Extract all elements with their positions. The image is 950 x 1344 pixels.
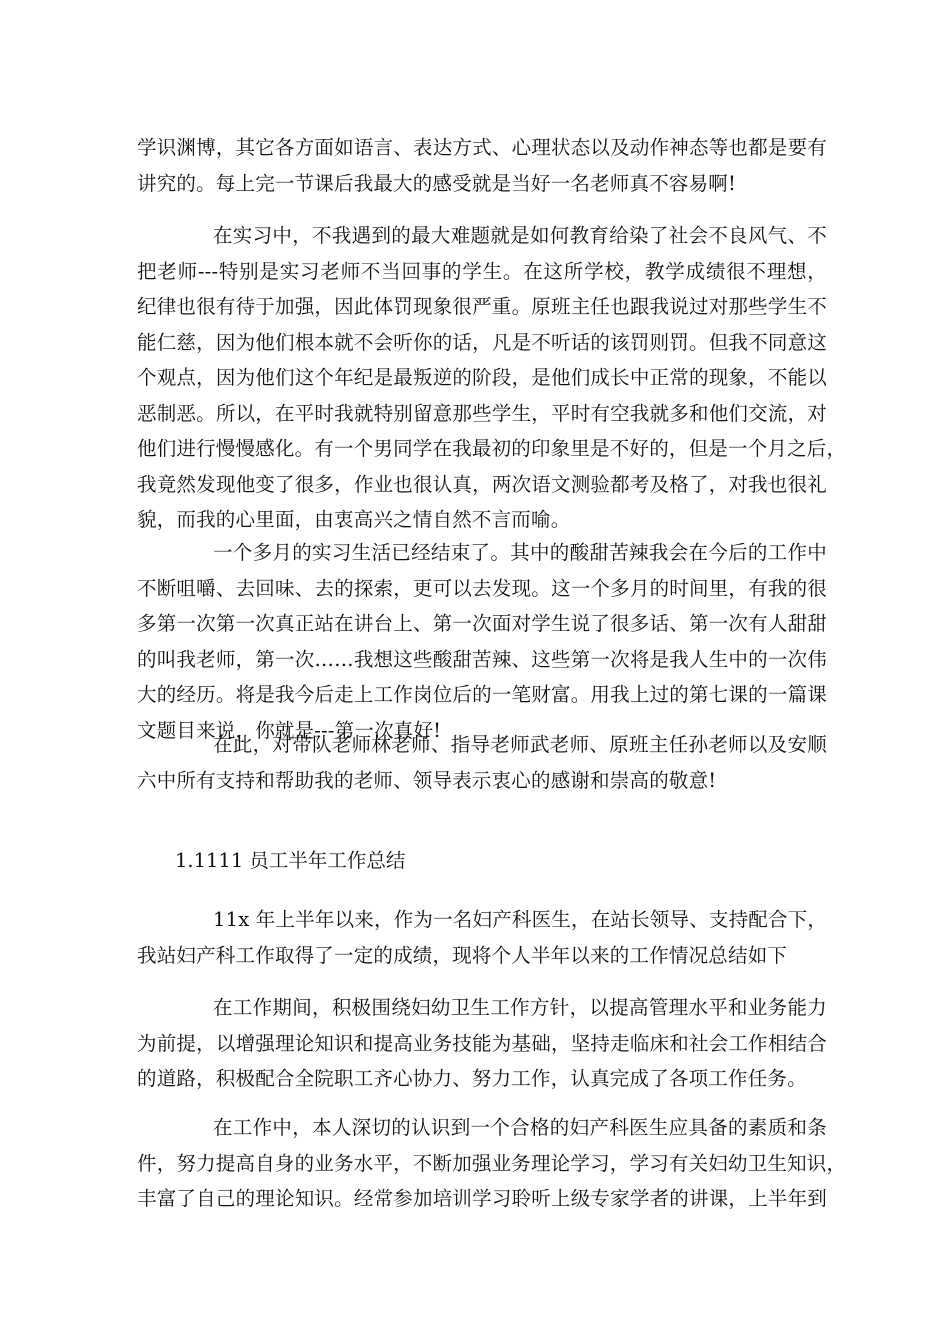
text-line: 在工作期间，积极围绕妇幼卫生工作方针，以提高管理水平和业务能力 <box>213 996 827 1019</box>
paragraph-2 <box>137 218 847 538</box>
text-line: 丰富了自己的理论知识。经常参加培训学习聆听上级专家学者的讲课，上半年到 <box>137 1187 827 1210</box>
text-line: 恶制恶。所以，在平时我就特别留意那些学生，平时有空我就多和他们交流，对 <box>137 401 827 425</box>
text-line: 不断咀嚼、去回味、去的探索，更可以去发现。这一个多月的时间里，有我的很 <box>137 576 827 600</box>
text-line: 多第一次第一次真正站在讲台上、第一次面对学生说了很多话、第一次有人甜甜 <box>137 612 827 635</box>
text-line: 我站妇产科工作取得了一定的成绩，现将个人半年以来的工作情况总结如下 <box>137 943 788 967</box>
text-line: 的叫我老师，第一次……我想这些酸甜苦辣、这些第一次将是我人生中的一次伟 <box>137 647 827 671</box>
text-line: 讲究的。每上完一节课后我最大的感受就是当好一名老师真不容易啊! <box>137 171 737 195</box>
section-heading: 1.1111 员工半年工作总结 <box>175 849 406 872</box>
paragraph-4 <box>137 727 827 798</box>
text-line: 为前提，以增强理论知识和提高业务技能为基础，坚持走临床和社会工作相结合 <box>137 1031 827 1055</box>
text-line: 学识渊博，其它各方面如语言、表达方式、心理状态以及动作神态等也都是要有 <box>137 136 827 159</box>
text-line: 我竟然发现他变了很多，作业也很认真，两次语文测验都考及格了，对我也很礼 <box>137 472 827 496</box>
text-line: 11x 年上半年以来，作为一名妇产科医生，在站长领导、支持配合下， <box>213 908 828 931</box>
text-line: 纪律也很有待于加强，因此体罚现象很严重。原班主任也跟我说过对那些学生不 <box>137 295 827 318</box>
paragraph-7 <box>137 1110 847 1217</box>
text-line: 能仁慈，因为他们根本就不会听你的话，凡是不听话的该罚则罚。但我不同意这 <box>137 330 827 354</box>
paragraph-1 <box>137 130 827 201</box>
paragraph-5 <box>137 902 827 973</box>
text-line: 貌，而我的心里面，由衷高兴之情自然不言而喻。 <box>137 508 571 531</box>
paragraph-3 <box>137 535 827 748</box>
text-line: 的道路，积极配合全院职工齐心协力、努力工作，认真完成了各项工作任务。 <box>137 1067 807 1090</box>
text-line: 大的经历。将是我今后走上工作岗位后的一笔财富。用我上过的第七课的一篇课 <box>137 683 827 706</box>
text-line: 把老师---特别是实习老师不当回事的学生。在这所学校，教学成绩很不理想， <box>137 259 827 283</box>
text-line: 个观点，因为他们这个年纪是最叛逆的阶段，是他们成长中正常的现象，不能以 <box>137 366 827 389</box>
text-line: 六中所有支持和帮助我的老师、领导表示衷心的感谢和崇高的敬意! <box>137 768 717 792</box>
text-line: 在工作中，本人深切的认识到一个合格的妇产科医生应具备的素质和条 <box>213 1116 827 1139</box>
text-line: 他们进行慢慢感化。有一个男同学在我最初的印象里是不好的，但是一个月之后， <box>137 437 847 460</box>
text-line: 在实习中，不我遇到的最大难题就是如何教育给染了社会不良风气、不 <box>213 224 827 247</box>
text-line: 在此，对带队老师林老师、指导老师武老师、原班主任孙老师以及安顺 <box>213 733 827 756</box>
text-line: 文题目来说，你就是---第一次真好! <box>137 718 442 742</box>
text-line: 件，努力提高自身的业务水平，不断加强业务理论学习，学习有关妇幼卫生知识， <box>137 1151 847 1175</box>
paragraph-6 <box>137 990 827 1097</box>
text-line: 一个多月的实习生活已经结束了。其中的酸甜苦辣我会在今后的工作中 <box>213 541 827 564</box>
